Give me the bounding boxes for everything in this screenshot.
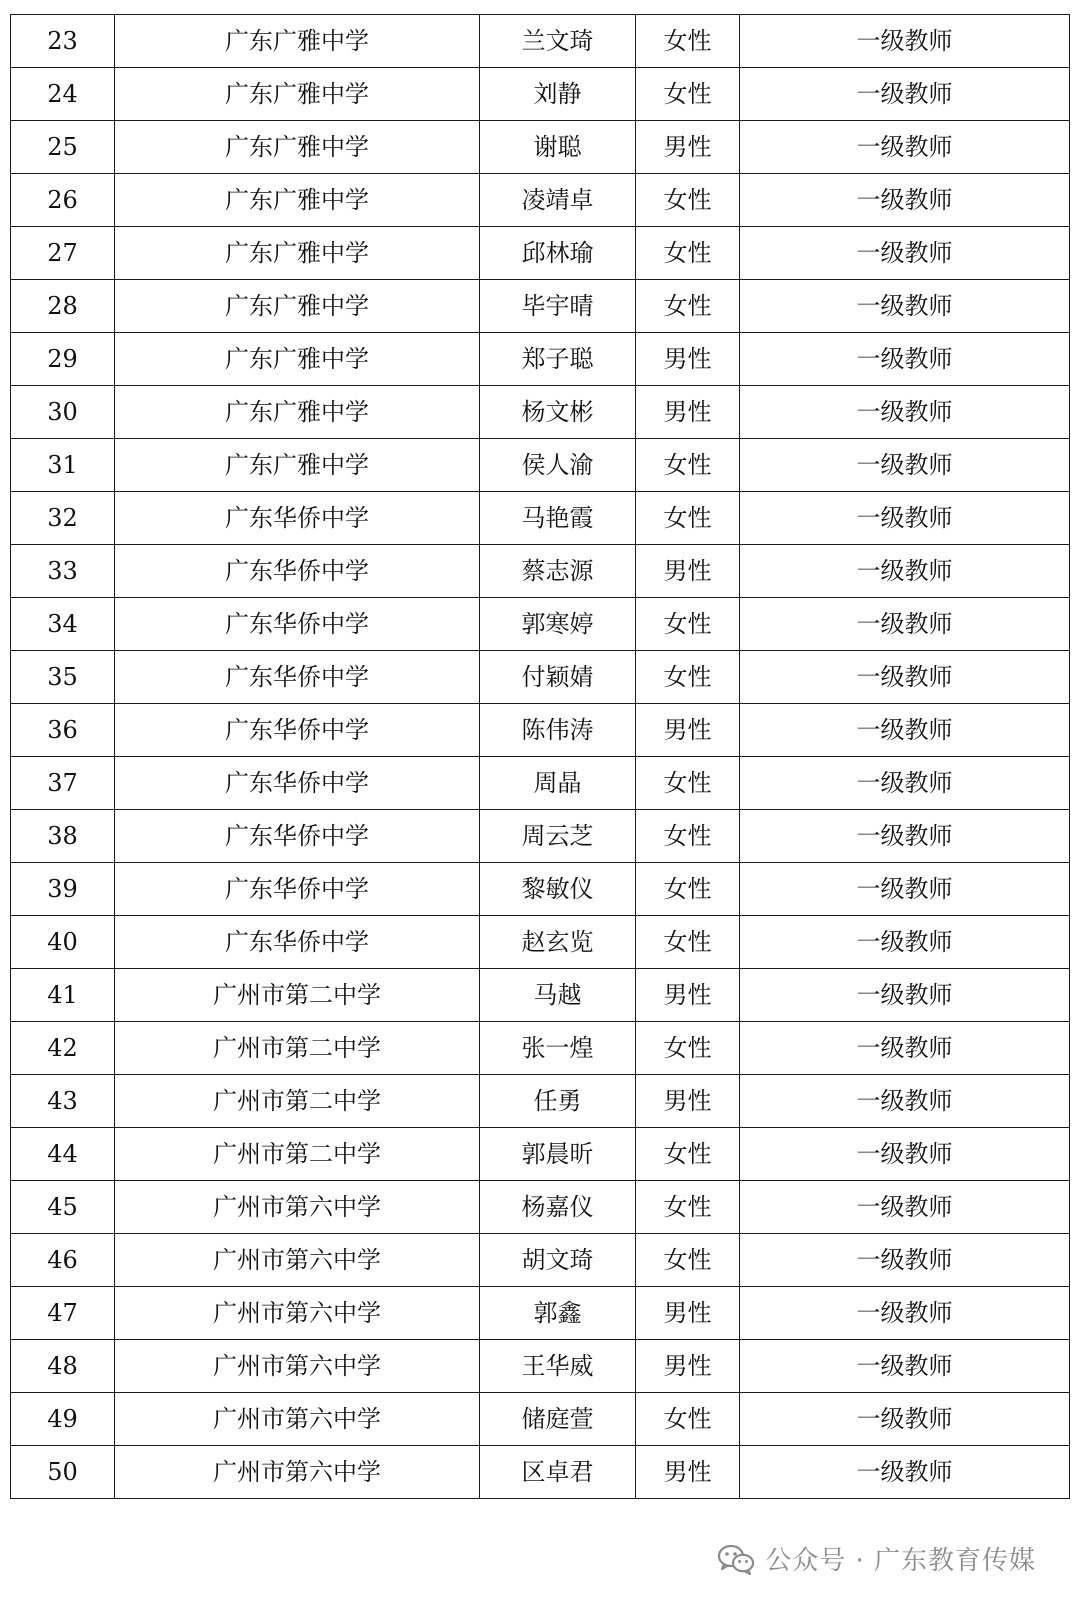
name-cell: 兰文琦 xyxy=(480,15,636,68)
name-cell: 周云芝 xyxy=(480,810,636,863)
school-cell: 广东华侨中学 xyxy=(115,545,480,598)
row-number: 28 xyxy=(11,280,115,333)
row-number: 46 xyxy=(11,1234,115,1287)
title-cell: 一级教师 xyxy=(740,1340,1070,1393)
row-number: 29 xyxy=(11,333,115,386)
table-row xyxy=(11,68,1070,121)
name-cell: 周晶 xyxy=(480,757,636,810)
title-cell: 一级教师 xyxy=(740,1446,1070,1499)
gender-cell: 男性 xyxy=(636,121,740,174)
watermark-text: 公众号 · 广东教育传媒 xyxy=(765,1546,1036,1576)
title-cell: 一级教师 xyxy=(740,492,1070,545)
name-cell: 杨嘉仪 xyxy=(480,1181,636,1234)
school-cell: 广州市第六中学 xyxy=(115,1234,480,1287)
title-cell: 一级教师 xyxy=(740,916,1070,969)
title-cell: 一级教师 xyxy=(740,386,1070,439)
title-cell: 一级教师 xyxy=(740,598,1070,651)
school-cell: 广州市第六中学 xyxy=(115,1393,480,1446)
gender-cell: 女性 xyxy=(636,1181,740,1234)
gender-cell: 女性 xyxy=(636,651,740,704)
school-cell: 广东广雅中学 xyxy=(115,439,480,492)
row-number: 32 xyxy=(11,492,115,545)
name-cell: 胡文琦 xyxy=(480,1234,636,1287)
row-number: 31 xyxy=(11,439,115,492)
name-cell: 马艳霞 xyxy=(480,492,636,545)
gender-cell: 女性 xyxy=(636,174,740,227)
school-cell: 广东华侨中学 xyxy=(115,651,480,704)
table-row xyxy=(11,863,1070,916)
table-row xyxy=(11,969,1070,1022)
row-number: 43 xyxy=(11,1075,115,1128)
title-cell: 一级教师 xyxy=(740,810,1070,863)
gender-cell: 男性 xyxy=(636,1340,740,1393)
title-cell: 一级教师 xyxy=(740,1181,1070,1234)
gender-cell: 女性 xyxy=(636,227,740,280)
name-cell: 任勇 xyxy=(480,1075,636,1128)
row-number: 44 xyxy=(11,1128,115,1181)
row-number: 49 xyxy=(11,1393,115,1446)
gender-cell: 男性 xyxy=(636,969,740,1022)
row-number: 24 xyxy=(11,68,115,121)
table-row xyxy=(11,386,1070,439)
name-cell: 郭寒婷 xyxy=(480,598,636,651)
table-row xyxy=(11,492,1070,545)
table-row xyxy=(11,280,1070,333)
table-row xyxy=(11,1075,1070,1128)
school-cell: 广州市第六中学 xyxy=(115,1181,480,1234)
gender-cell: 男性 xyxy=(636,386,740,439)
school-cell: 广东广雅中学 xyxy=(115,174,480,227)
table-row xyxy=(11,174,1070,227)
table-row xyxy=(11,1287,1070,1340)
school-cell: 广东华侨中学 xyxy=(115,863,480,916)
title-cell: 一级教师 xyxy=(740,1287,1070,1340)
title-cell: 一级教师 xyxy=(740,1393,1070,1446)
title-cell: 一级教师 xyxy=(740,704,1070,757)
row-number: 36 xyxy=(11,704,115,757)
name-cell: 郭鑫 xyxy=(480,1287,636,1340)
table-row xyxy=(11,15,1070,68)
row-number: 38 xyxy=(11,810,115,863)
title-cell: 一级教师 xyxy=(740,227,1070,280)
title-cell: 一级教师 xyxy=(740,333,1070,386)
school-cell: 广东广雅中学 xyxy=(115,68,480,121)
gender-cell: 女性 xyxy=(636,598,740,651)
gender-cell: 女性 xyxy=(636,15,740,68)
gender-cell: 男性 xyxy=(636,333,740,386)
school-cell: 广东华侨中学 xyxy=(115,704,480,757)
title-cell: 一级教师 xyxy=(740,757,1070,810)
gender-cell: 男性 xyxy=(636,704,740,757)
row-number: 35 xyxy=(11,651,115,704)
title-cell: 一级教师 xyxy=(740,1075,1070,1128)
name-cell: 陈伟涛 xyxy=(480,704,636,757)
name-cell: 张一煌 xyxy=(480,1022,636,1075)
title-cell: 一级教师 xyxy=(740,174,1070,227)
table-row xyxy=(11,439,1070,492)
row-number: 23 xyxy=(11,15,115,68)
title-cell: 一级教师 xyxy=(740,15,1070,68)
gender-cell: 女性 xyxy=(636,1022,740,1075)
school-cell: 广州市第二中学 xyxy=(115,969,480,1022)
row-number: 39 xyxy=(11,863,115,916)
row-number: 25 xyxy=(11,121,115,174)
title-cell: 一级教师 xyxy=(740,1022,1070,1075)
name-cell: 杨文彬 xyxy=(480,386,636,439)
table-row xyxy=(11,333,1070,386)
row-number: 41 xyxy=(11,969,115,1022)
title-cell: 一级教师 xyxy=(740,68,1070,121)
school-cell: 广东广雅中学 xyxy=(115,280,480,333)
row-number: 37 xyxy=(11,757,115,810)
title-cell: 一级教师 xyxy=(740,121,1070,174)
gender-cell: 女性 xyxy=(636,68,740,121)
gender-cell: 男性 xyxy=(636,1287,740,1340)
watermark xyxy=(717,1540,1036,1577)
row-number: 34 xyxy=(11,598,115,651)
row-number: 48 xyxy=(11,1340,115,1393)
gender-cell: 女性 xyxy=(636,1234,740,1287)
table-row xyxy=(11,1393,1070,1446)
school-cell: 广州市第六中学 xyxy=(115,1287,480,1340)
row-number: 42 xyxy=(11,1022,115,1075)
title-cell: 一级教师 xyxy=(740,439,1070,492)
school-cell: 广东华侨中学 xyxy=(115,492,480,545)
row-number: 50 xyxy=(11,1446,115,1499)
gender-cell: 男性 xyxy=(636,545,740,598)
row-number: 30 xyxy=(11,386,115,439)
row-number: 26 xyxy=(11,174,115,227)
row-number: 33 xyxy=(11,545,115,598)
gender-cell: 男性 xyxy=(636,1075,740,1128)
name-cell: 储庭萱 xyxy=(480,1393,636,1446)
title-cell: 一级教师 xyxy=(740,545,1070,598)
school-cell: 广州市第六中学 xyxy=(115,1446,480,1499)
wechat-icon xyxy=(717,1543,755,1575)
school-cell: 广东广雅中学 xyxy=(115,386,480,439)
school-cell: 广东广雅中学 xyxy=(115,333,480,386)
table-row xyxy=(11,1446,1070,1499)
school-cell: 广东华侨中学 xyxy=(115,598,480,651)
name-cell: 毕宇晴 xyxy=(480,280,636,333)
name-cell: 郑子聪 xyxy=(480,333,636,386)
gender-cell: 女性 xyxy=(636,810,740,863)
gender-cell: 女性 xyxy=(636,439,740,492)
name-cell: 刘静 xyxy=(480,68,636,121)
name-cell: 黎敏仪 xyxy=(480,863,636,916)
name-cell: 谢聪 xyxy=(480,121,636,174)
table-row xyxy=(11,1340,1070,1393)
school-cell: 广州市第二中学 xyxy=(115,1022,480,1075)
gender-cell: 男性 xyxy=(636,1446,740,1499)
title-cell: 一级教师 xyxy=(740,969,1070,1022)
school-cell: 广东华侨中学 xyxy=(115,757,480,810)
school-cell: 广东华侨中学 xyxy=(115,810,480,863)
gender-cell: 女性 xyxy=(636,1128,740,1181)
school-cell: 广东广雅中学 xyxy=(115,121,480,174)
roster-body xyxy=(11,15,1070,1499)
teacher-roster-table xyxy=(10,14,1070,1499)
table-row xyxy=(11,651,1070,704)
school-cell: 广州市第六中学 xyxy=(115,1340,480,1393)
table-row xyxy=(11,227,1070,280)
school-cell: 广东广雅中学 xyxy=(115,227,480,280)
table-row xyxy=(11,121,1070,174)
table-row xyxy=(11,1181,1070,1234)
table-row xyxy=(11,1234,1070,1287)
name-cell: 付颖婧 xyxy=(480,651,636,704)
table-row xyxy=(11,810,1070,863)
name-cell: 侯人渝 xyxy=(480,439,636,492)
title-cell: 一级教师 xyxy=(740,1128,1070,1181)
title-cell: 一级教师 xyxy=(740,280,1070,333)
gender-cell: 女性 xyxy=(636,916,740,969)
gender-cell: 女性 xyxy=(636,1393,740,1446)
gender-cell: 女性 xyxy=(636,757,740,810)
name-cell: 邱林瑜 xyxy=(480,227,636,280)
row-number: 47 xyxy=(11,1287,115,1340)
title-cell: 一级教师 xyxy=(740,1234,1070,1287)
school-cell: 广东华侨中学 xyxy=(115,916,480,969)
table-row xyxy=(11,598,1070,651)
table-row xyxy=(11,1022,1070,1075)
name-cell: 马越 xyxy=(480,969,636,1022)
name-cell: 凌靖卓 xyxy=(480,174,636,227)
school-cell: 广东广雅中学 xyxy=(115,15,480,68)
row-number: 45 xyxy=(11,1181,115,1234)
name-cell: 区卓君 xyxy=(480,1446,636,1499)
school-cell: 广州市第二中学 xyxy=(115,1075,480,1128)
table-row xyxy=(11,704,1070,757)
school-cell: 广州市第二中学 xyxy=(115,1128,480,1181)
table-row xyxy=(11,916,1070,969)
row-number: 40 xyxy=(11,916,115,969)
gender-cell: 女性 xyxy=(636,280,740,333)
name-cell: 王华威 xyxy=(480,1340,636,1393)
name-cell: 蔡志源 xyxy=(480,545,636,598)
title-cell: 一级教师 xyxy=(740,651,1070,704)
row-number: 27 xyxy=(11,227,115,280)
table-row xyxy=(11,1128,1070,1181)
gender-cell: 女性 xyxy=(636,863,740,916)
table-row xyxy=(11,545,1070,598)
table-row xyxy=(11,757,1070,810)
name-cell: 郭晨昕 xyxy=(480,1128,636,1181)
title-cell: 一级教师 xyxy=(740,863,1070,916)
gender-cell: 女性 xyxy=(636,492,740,545)
name-cell: 赵玄览 xyxy=(480,916,636,969)
